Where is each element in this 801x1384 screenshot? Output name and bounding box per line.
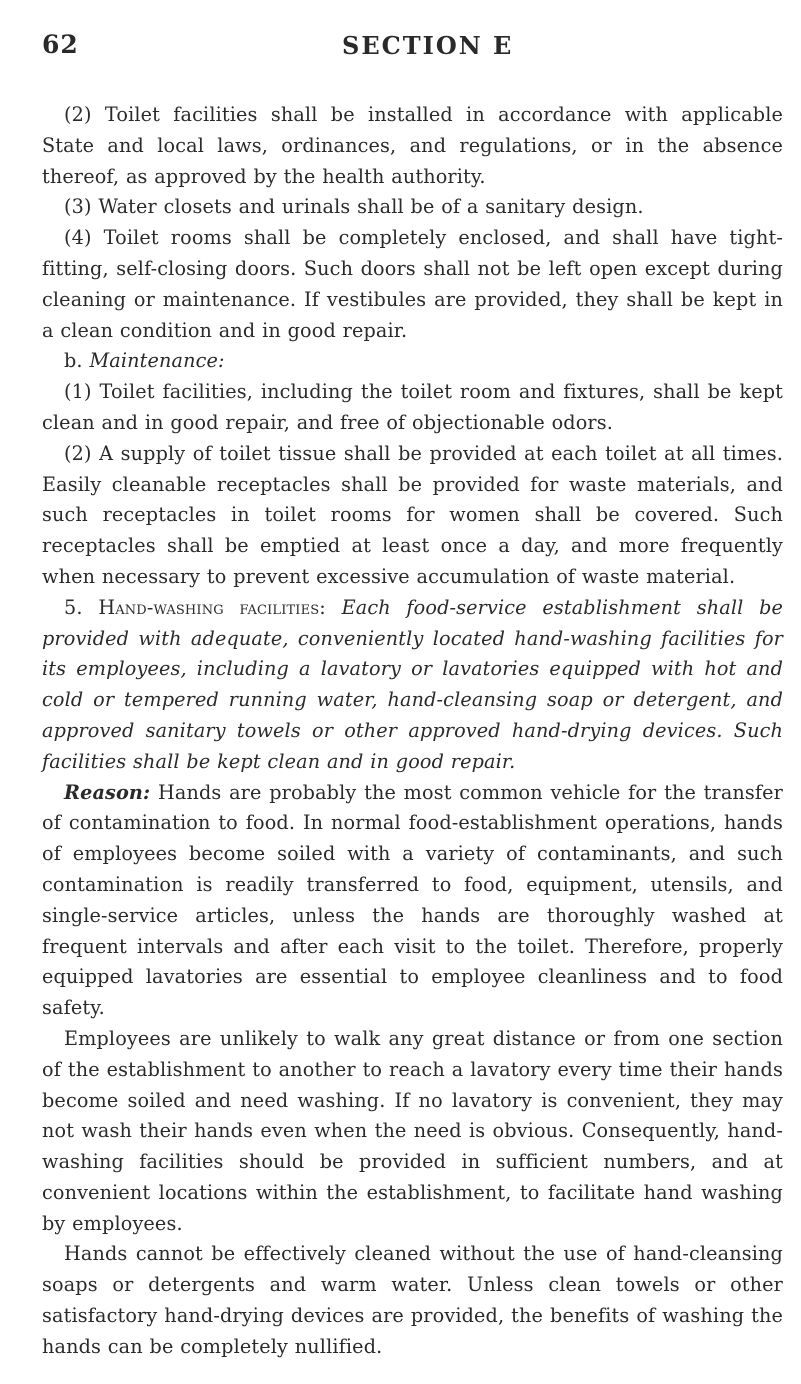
paragraph-toilet-clean: (1) Toilet facilities, including the toilet room and fixtures, shall be kept clean and in good repair, and free of objectionable odors. (42, 380, 783, 434)
paragraph-toilet-installation: (2) Toilet facilities shall be installed in accordance with applicable State and local laws, ordinances, and regulations, or in the absence thereof, as approved by the health authority. (42, 103, 783, 188)
paragraph-toilet-tissue: (2) A supply of toilet tissue shall be provided at each toilet at all times. Easily cleanable receptacles shall be provided for waste materials, and such receptacles in toilet rooms for women shall be covered. Such receptacles shall be emptied at least once a day, and more frequently when necessary to prevent excessive accumulation of waste material. (42, 441, 783, 588)
subheading-maintenance (42, 346, 783, 377)
section-label: 5. (64, 595, 83, 619)
subheading-title: Maintenance: (89, 349, 225, 373)
reason-text: Hands are probably the most common vehicle for the transfer of contamination to food. In normal food-establishment operations, hands of employees become soiled with a variety of contaminants, and such contamination is readily transferred to food, equipment, utensils, and single-service articles, unless the hands are thoroughly washed at frequent intervals and after each visit to the toilet. Therefore, properly equipped lavatories are essential to employee cleanliness and to food safety. (42, 780, 784, 1020)
paragraph-employee-distance: Employees are unlikely to walk any great distance or from one section of the establishment to another to reach a lavatory every time their hands become soiled and need washing. If no lavatory is convenient, they may not wash their hands even when the need is obvious. Consequently, hand-washing facilities should be provided in sufficient numbers, and at convenient locations within the establishment, to facilitate hand washing by employees. (42, 1026, 783, 1235)
paragraph-hand-cleansing: Hands cannot be effectively cleaned without the use of hand-cleansing soaps or detergents and warm water. Unless clean towels or other satisfactory hand-drying devices are provided, the benefits of washing the hands can be completely nullified. (42, 1242, 783, 1358)
running-head: SECTION E (342, 31, 514, 60)
paragraph-toilet-rooms-enclosed: (4) Toilet rooms shall be completely enclosed, and shall have tight-fitting, self-closing doors. Such doors shall not be left open except during cleaning or maintenance. If vestibules are provided, they shall be kept in a clean condition and in good repair. (42, 226, 783, 342)
section-heading: Hand-washing facilities: (98, 595, 326, 619)
subheading-label: b. (64, 349, 83, 373)
page-header (42, 30, 783, 82)
page-number: 62 (42, 30, 79, 59)
reason-label: Reason: (64, 780, 151, 804)
paragraph-reason (42, 778, 783, 1024)
paragraph-water-closets: (3) Water closets and urinals shall be of a sanitary design. (64, 195, 644, 219)
section-requirement-text: Each food-service establishment shall be provided with adequate, conveniently located hand-washing facilities for its employees, including a lavatory or lavatories equipped with hot and cold or tempered running water, hand-cleansing soap or detergent, and approved sanitary towels or other approved hand-drying devices. Such facilities shall be kept clean and in good repair. (42, 595, 784, 773)
section-hand-washing (42, 593, 783, 778)
